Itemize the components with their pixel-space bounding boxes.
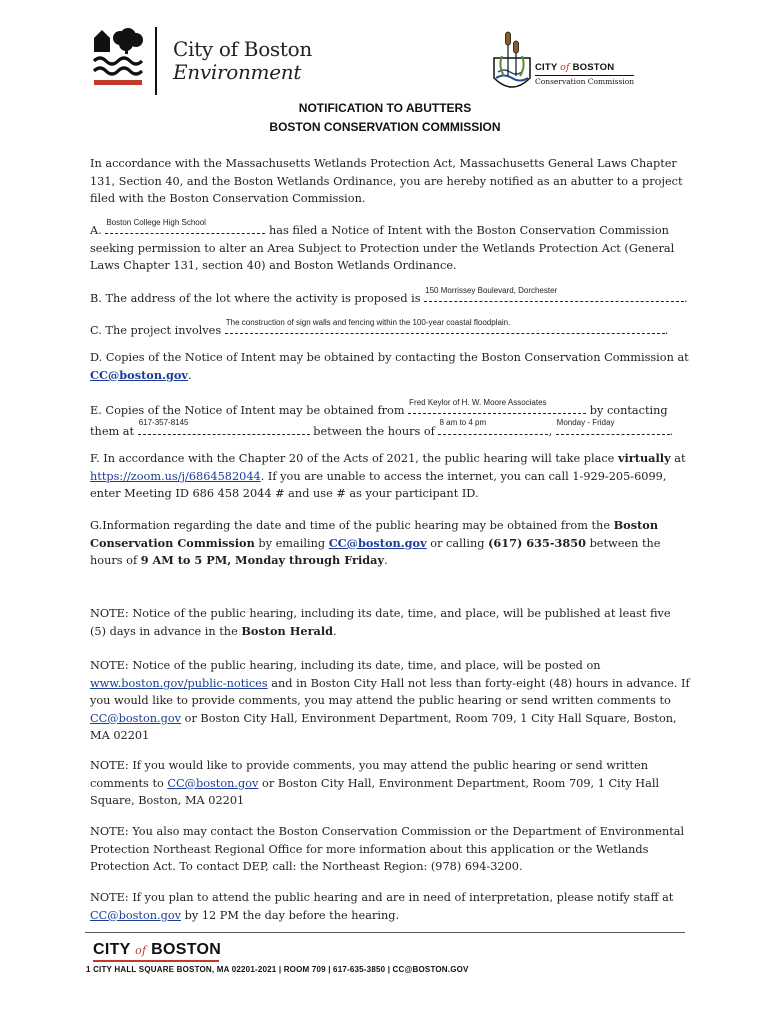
note-3-text2: or Boston City Hall, Environment Department, Room 709, 1 City Hall Square, Boston, MA 02201: [90, 776, 660, 807]
section-g-text4: between the hours of: [90, 536, 661, 567]
note-2-text2: and in Boston City Hall not less than forty-eight (48) hours in advance. If you would like to provide comments, you may attend the public hearing or send written comments to: [90, 676, 690, 707]
note-5: [90, 889, 690, 924]
section-a-text: has filed a Notice of Intent with the Boston Conservation Commission seeking permission to alter an Area Subject to Protection under the Wetlands Protection Act (General Laws Chapter 131, section 40) and Boston Wetlands Ordinance.: [90, 224, 675, 272]
zoom-link[interactable]: https://zoom.us/j/6864582044: [90, 469, 261, 483]
footer-of: of: [135, 944, 147, 957]
section-f: [90, 450, 690, 503]
note-1-suffix: .: [333, 624, 337, 638]
applicant-field[interactable]: [105, 219, 265, 234]
title-line2: BOSTON CONSERVATION COMMISSION: [269, 120, 501, 134]
section-g-bold1: Boston Conservation Commission: [90, 518, 659, 550]
brand-title: [173, 38, 312, 84]
note-2-text3: or Boston City Hall, Environment Department, Room 709, 1 City Hall Square, Boston, MA 02201: [90, 711, 677, 742]
note-5-email-link[interactable]: CC@boston.gov: [90, 908, 182, 922]
section-b-prefix: B. The address of the lot where the activity is proposed is: [90, 292, 421, 305]
contact-value: Fred Keylor of H. W. Moore Associates: [409, 397, 547, 407]
hours-field[interactable]: [438, 420, 548, 435]
note-2: [90, 657, 690, 745]
project-description-value: The construction of sign walls and fencing within the 100-year coastal floodplain.: [225, 317, 511, 327]
page-title: [0, 99, 770, 137]
section-e: [90, 399, 700, 440]
cob-seal-title: [535, 62, 614, 73]
section-d-suffix: .: [187, 368, 192, 382]
note-4: NOTE: You also may contact the Boston Conservation Commission or the Department of Environmental Protection Northeast Regional Office for more information about this application or the Wetlands Protection Act. To contact DEP, call: the Northeast Region: (978) 694-3200.: [90, 825, 685, 873]
section-b-suffix: .: [684, 292, 688, 305]
contact-field[interactable]: [408, 399, 586, 414]
brand-line2: Environment: [173, 60, 302, 84]
footer-logo: [93, 941, 221, 959]
days-field[interactable]: [556, 420, 670, 435]
applicant-value: Boston College High School: [106, 217, 206, 227]
section-g-text3: or calling: [430, 536, 485, 550]
note-1-bold: Boston Herald: [241, 623, 334, 638]
footer-address: 1 CITY HALL SQUARE BOSTON, MA 02201-2021 | ROOM 709 | 617-635-3850 | CC@BOSTON.GOV: [86, 965, 469, 974]
section-e-mid1: by contacting them at: [90, 404, 668, 438]
note-5-text1: NOTE: If you plan to attend the public hearing and are in need of interpretation, please notify staff at: [90, 891, 674, 904]
section-g-bold2: 9 AM to 5 PM, Monday through Friday: [140, 553, 385, 567]
note-1: [90, 605, 690, 640]
section-d-text: D. Copies of the Notice of Intent may be obtained by contacting the Boston Conservation Commission at: [90, 351, 689, 364]
cob-boston: BOSTON: [572, 62, 615, 73]
cob-seal-subtitle: Conservation Commission: [535, 77, 635, 86]
section-g-phone: (617) 635-3850: [488, 535, 586, 550]
note-2-email-link[interactable]: CC@boston.gov: [90, 711, 182, 725]
note-3: [90, 757, 690, 810]
section-g-email-link[interactable]: CC@boston.gov: [328, 535, 427, 550]
footer-city: CITY: [93, 941, 131, 958]
section-a-prefix: A.: [90, 224, 102, 237]
phone-value: 617-357-8145: [138, 418, 189, 427]
intro-paragraph: In accordance with the Massachusetts Wetlands Protection Act, Massachusetts General Laws Chapter 131, Section 40, and the Boston Wetlands Ordinance, you are hereby notified as an abutter to a project filed with the Boston Conservation Commission.: [90, 157, 683, 205]
cob-of: of: [560, 62, 570, 73]
title-line1: NOTIFICATION TO ABUTTERS: [298, 101, 472, 115]
footer-boston: BOSTON: [151, 941, 222, 958]
section-d-email-link[interactable]: CC@boston.gov: [90, 367, 188, 382]
section-b: [90, 287, 700, 308]
cob-city: CITY: [535, 62, 558, 73]
section-c-suffix: .: [664, 324, 669, 337]
footer-accent-bar: [93, 960, 219, 962]
footer-divider: [85, 932, 685, 933]
section-f-text3: . If you are unable to access the internet, you can call 1-929-205-6099, enter Meeting ID 686 458 2044 # and use # as your participant ID.: [90, 469, 667, 500]
section-e-prefix: E. Copies of the Notice of Intent may be obtained from: [90, 404, 405, 417]
section-g-text1: G.Information regarding the date and time of the public hearing may be obtained from the: [90, 519, 611, 532]
section-e-suffix: .: [669, 424, 674, 438]
section-f-text2: at: [674, 452, 686, 465]
section-c-prefix: C. The project involves: [90, 324, 222, 337]
section-e-comma: ,: [548, 424, 553, 438]
brand-line1: City of Boston: [173, 37, 312, 61]
header-divider: [155, 27, 157, 95]
hours-value: 8 am to 4 pm: [439, 418, 487, 427]
section-g: [90, 517, 690, 570]
section-g-suffix: .: [384, 554, 388, 567]
section-e-mid2: between the hours of: [313, 424, 435, 438]
note-5-text2: by 12 PM the day before the hearing.: [184, 908, 400, 922]
phone-field[interactable]: [138, 420, 310, 435]
section-d: [90, 349, 690, 384]
days-value: Monday - Friday: [556, 418, 615, 427]
note-3-email-link[interactable]: CC@boston.gov: [167, 776, 259, 790]
note-2-text1: NOTE: Notice of the public hearing, including its date, time, and place, will be posted on: [90, 659, 601, 672]
note-1-text: NOTE: Notice of the public hearing, including its date, time, and place, will be published at least five (5) days in advance in the: [90, 607, 671, 638]
section-g-text2: by emailing: [258, 536, 326, 550]
note-3-text1: NOTE: If you would like to provide comments, you may attend the public hearing or send written comments to: [90, 759, 648, 790]
section-f-text1: F. In accordance with the Chapter 20 of the Acts of 2021, the public hearing will take place: [90, 452, 615, 465]
section-f-virtually: virtually: [617, 451, 671, 465]
city-environment-logo-icon: [92, 28, 152, 94]
section-a: [90, 219, 690, 275]
cattail-seal-icon: [490, 28, 534, 96]
address-value: 150 Morrissey Boulevard, Dorchester: [425, 285, 558, 295]
address-field[interactable]: [424, 287, 684, 302]
public-notices-link[interactable]: www.boston.gov/public-notices: [90, 676, 268, 690]
project-description-field[interactable]: [225, 319, 665, 334]
section-c: [90, 319, 700, 340]
